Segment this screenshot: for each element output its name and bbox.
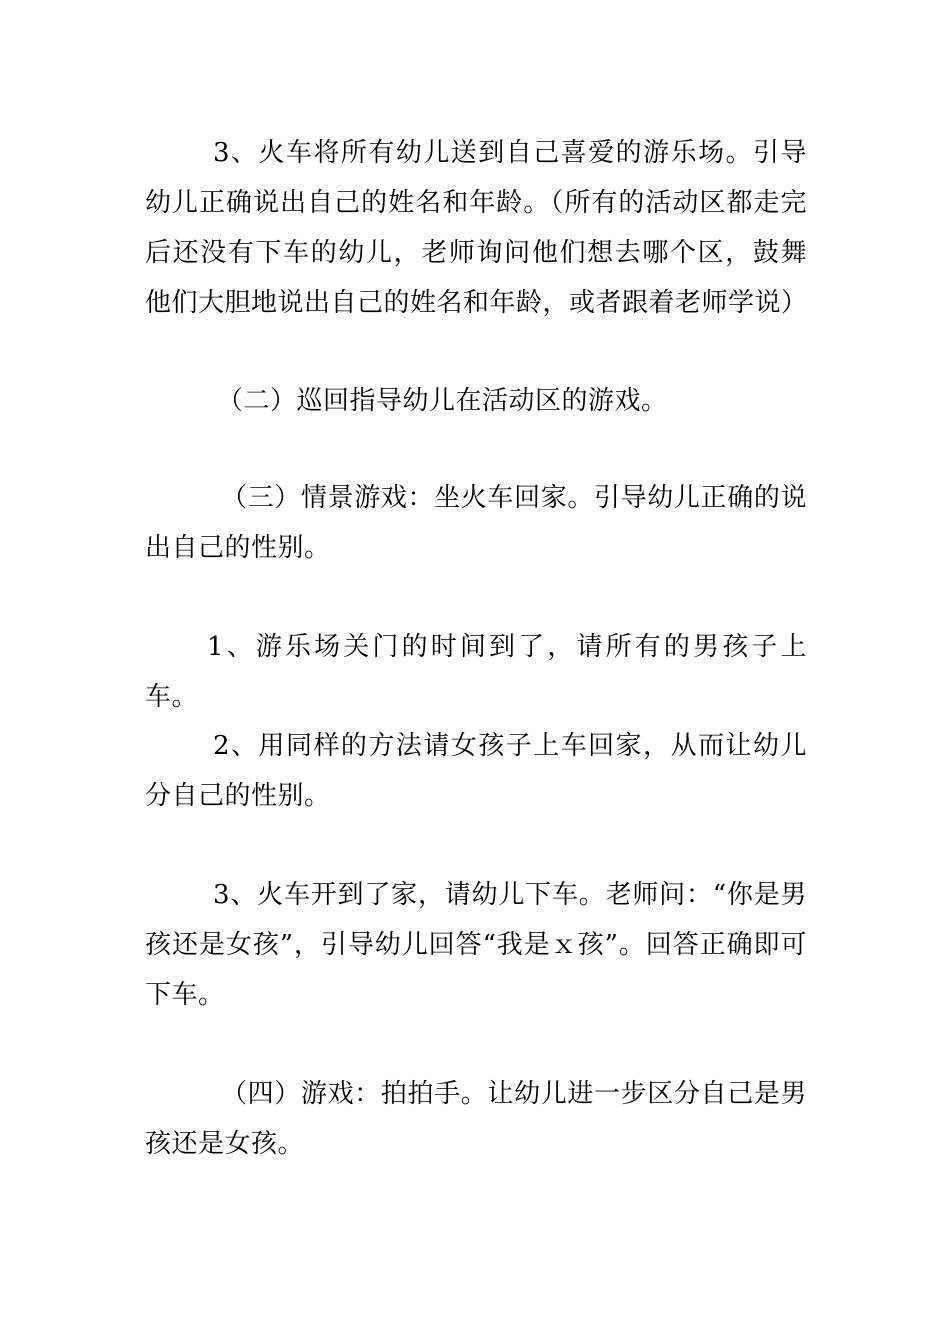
paragraph-step-2-girls-board: 2、用同样的方法请女孩子上车回家，从而让幼儿分自己的性别。	[145, 731, 807, 811]
paragraph-section-4-clapping-game: （四）游戏：拍拍手。让幼儿进一步区分自己是男孩还是女孩。	[145, 1079, 807, 1159]
paragraph-step-3-train-home: 3、火车开到了家，请幼儿下车。老师问：“你是男孩还是女孩”，引导幼儿回答“我是ｘ孩”。回答正确即可下车。	[145, 880, 807, 1010]
paragraph-section-2-patrol-guidance: （二）巡回指导幼儿在活动区的游戏。	[217, 386, 668, 416]
paragraph-step-1-boys-board: 1、游乐场关门的时间到了，请所有的男孩子上车。	[145, 632, 807, 712]
paragraph-step-3-train-to-playground: 3、火车将所有幼儿送到自己喜爱的游乐场。引导幼儿正确说出自己的姓名和年龄。（所有的活动区都走完后还没有下车的幼儿，老师询问他们想去哪个区，鼓舞他们大胆地说出自己的姓名和年龄，或者跟着老师学说）	[145, 138, 808, 318]
paragraph-section-3-situational-game: （三）情景游戏：坐火车回家。引导幼儿正确的说出自己的性别。	[145, 483, 807, 563]
